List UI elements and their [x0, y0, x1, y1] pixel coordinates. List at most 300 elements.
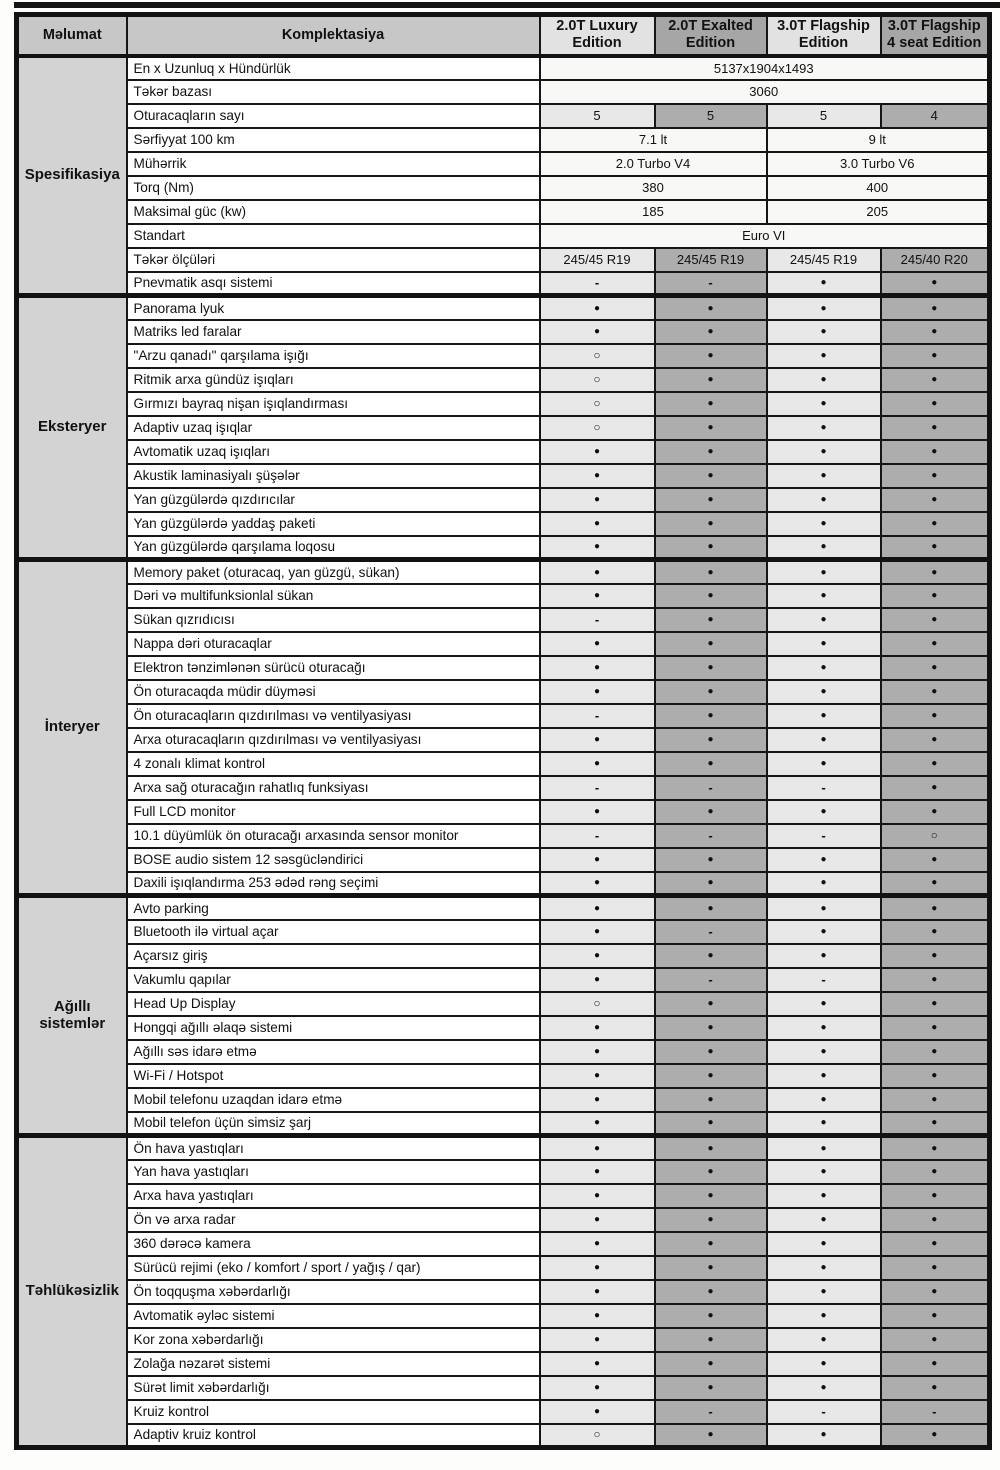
standard-dot-icon: ● — [540, 488, 655, 512]
feature-label: Sürücü rejimi (eko / komfort / sport / yağış / qar) — [127, 1256, 540, 1280]
standard-dot-icon: ● — [655, 728, 767, 752]
feature-label: Pnevmatik asqı sistemi — [127, 272, 540, 296]
standard-dot-icon: ● — [655, 992, 767, 1016]
standard-dot-icon: ● — [767, 1424, 881, 1448]
table-row — [17, 56, 990, 80]
not-available-dash-icon: - — [767, 1400, 881, 1424]
standard-dot-icon: ● — [540, 1328, 655, 1352]
table-row — [17, 248, 990, 272]
table-row — [17, 272, 990, 296]
standard-dot-icon: ● — [655, 752, 767, 776]
table-row — [17, 440, 990, 464]
standard-dot-icon: ● — [655, 560, 767, 584]
feature-label: Daxili işıqlandırma 253 ədəd rəng seçimi — [127, 872, 540, 896]
header-edition-flagship: 3.0T Flagship Edition — [767, 15, 881, 56]
section-label: İnteryer — [17, 560, 127, 896]
table-row — [17, 800, 990, 824]
table-row — [17, 488, 990, 512]
table-row — [17, 1280, 990, 1304]
standard-dot-icon: ● — [655, 296, 767, 320]
standard-dot-icon: ● — [540, 752, 655, 776]
feature-label: Kruiz kontrol — [127, 1400, 540, 1424]
standard-dot-icon: ● — [540, 512, 655, 536]
standard-dot-icon: ● — [540, 1160, 655, 1184]
standard-dot-icon: ● — [540, 872, 655, 896]
standard-dot-icon: ● — [881, 1208, 990, 1232]
value-cell: 400 — [767, 176, 990, 200]
standard-dot-icon: ● — [767, 296, 881, 320]
standard-dot-icon: ● — [655, 464, 767, 488]
table-row — [17, 128, 990, 152]
value-cell: 9 lt — [767, 128, 990, 152]
feature-label: Ritmik arxa gündüz işıqları — [127, 368, 540, 392]
standard-dot-icon: ● — [881, 1112, 990, 1136]
optional-circle-icon: ○ — [540, 368, 655, 392]
value-cell: 205 — [767, 200, 990, 224]
optional-circle-icon: ○ — [540, 344, 655, 368]
standard-dot-icon: ● — [655, 536, 767, 560]
standard-dot-icon: ● — [767, 944, 881, 968]
standard-dot-icon: ● — [655, 320, 767, 344]
not-available-dash-icon: - — [540, 704, 655, 728]
standard-dot-icon: ● — [655, 1376, 767, 1400]
header-row — [17, 15, 990, 56]
standard-dot-icon: ● — [655, 1112, 767, 1136]
value-cell: 5137x1904x1493 — [540, 56, 990, 80]
table-row — [17, 224, 990, 248]
standard-dot-icon: ● — [540, 944, 655, 968]
feature-label: Mühərrik — [127, 152, 540, 176]
standard-dot-icon: ● — [540, 560, 655, 584]
standard-dot-icon: ● — [881, 368, 990, 392]
standard-dot-icon: ● — [881, 992, 990, 1016]
standard-dot-icon: ● — [767, 536, 881, 560]
standard-dot-icon: ● — [767, 1232, 881, 1256]
spec-table-body — [17, 15, 990, 1448]
standard-dot-icon: ● — [655, 584, 767, 608]
optional-circle-icon: ○ — [540, 416, 655, 440]
standard-dot-icon: ● — [767, 1136, 881, 1160]
standard-dot-icon: ● — [881, 512, 990, 536]
feature-label: Dəri və multifunksionlal sükan — [127, 584, 540, 608]
standard-dot-icon: ● — [540, 1352, 655, 1376]
not-available-dash-icon: - — [655, 824, 767, 848]
feature-label: Adaptiv uzaq işıqlar — [127, 416, 540, 440]
feature-label: Arxa oturacaqların qızdırılması və ventilyasiyası — [127, 728, 540, 752]
feature-label: Elektron tənzimlənən sürücü oturacağı — [127, 656, 540, 680]
standard-dot-icon: ● — [655, 1160, 767, 1184]
standard-dot-icon: ● — [881, 728, 990, 752]
feature-label: Təkər ölçüləri — [127, 248, 540, 272]
standard-dot-icon: ● — [767, 560, 881, 584]
standard-dot-icon: ● — [655, 848, 767, 872]
value-cell: 5 — [767, 104, 881, 128]
standard-dot-icon: ● — [540, 1184, 655, 1208]
standard-dot-icon: ● — [655, 392, 767, 416]
not-available-dash-icon: - — [767, 776, 881, 800]
standard-dot-icon: ● — [540, 1112, 655, 1136]
standard-dot-icon: ● — [767, 1088, 881, 1112]
optional-circle-icon: ○ — [881, 824, 990, 848]
standard-dot-icon: ● — [767, 440, 881, 464]
standard-dot-icon: ● — [881, 1328, 990, 1352]
table-row — [17, 416, 990, 440]
standard-dot-icon: ● — [540, 848, 655, 872]
standard-dot-icon: ● — [655, 1136, 767, 1160]
not-available-dash-icon: - — [767, 968, 881, 992]
standard-dot-icon: ● — [881, 1064, 990, 1088]
standard-dot-icon: ● — [655, 1232, 767, 1256]
feature-label: Bluetooth ilə virtual açar — [127, 920, 540, 944]
standard-dot-icon: ● — [540, 728, 655, 752]
standard-dot-icon: ● — [881, 344, 990, 368]
standard-dot-icon: ● — [881, 416, 990, 440]
standard-dot-icon: ● — [881, 392, 990, 416]
table-row — [17, 872, 990, 896]
feature-label: 360 dərəcə kamera — [127, 1232, 540, 1256]
standard-dot-icon: ● — [767, 488, 881, 512]
feature-label: Ön və arxa radar — [127, 1208, 540, 1232]
table-row — [17, 536, 990, 560]
feature-label: Yan hava yastıqları — [127, 1160, 540, 1184]
table-row — [17, 704, 990, 728]
table-row — [17, 80, 990, 104]
table-row — [17, 896, 990, 920]
standard-dot-icon: ● — [767, 608, 881, 632]
standard-dot-icon: ● — [881, 1352, 990, 1376]
feature-label: Matriks led faralar — [127, 320, 540, 344]
standard-dot-icon: ● — [655, 488, 767, 512]
feature-label: Yan güzgülərdə yaddaş paketi — [127, 512, 540, 536]
standard-dot-icon: ● — [767, 1376, 881, 1400]
value-cell: 245/45 R19 — [767, 248, 881, 272]
feature-label: Sükan qızrıdıcısı — [127, 608, 540, 632]
standard-dot-icon: ● — [540, 440, 655, 464]
standard-dot-icon: ● — [881, 440, 990, 464]
standard-dot-icon: ● — [655, 344, 767, 368]
table-row — [17, 1136, 990, 1160]
table-row — [17, 1352, 990, 1376]
table-row — [17, 464, 990, 488]
feature-label: Avtomatik əyləc sistemi — [127, 1304, 540, 1328]
table-row — [17, 944, 990, 968]
standard-dot-icon: ● — [881, 488, 990, 512]
table-row — [17, 1232, 990, 1256]
section-label: Ağıllı sistemlər — [17, 896, 127, 1136]
standard-dot-icon: ● — [655, 440, 767, 464]
feature-label: Vakumlu qapılar — [127, 968, 540, 992]
value-cell: Euro VI — [540, 224, 990, 248]
standard-dot-icon: ● — [881, 800, 990, 824]
table-row — [17, 1184, 990, 1208]
standard-dot-icon: ● — [881, 896, 990, 920]
table-row — [17, 1256, 990, 1280]
feature-label: Ağıllı səs idarə etmə — [127, 1040, 540, 1064]
header-edition-luxury: 2.0T Luxury Edition — [540, 15, 655, 56]
standard-dot-icon: ● — [540, 296, 655, 320]
value-cell: 4 — [881, 104, 990, 128]
standard-dot-icon: ● — [767, 728, 881, 752]
standard-dot-icon: ● — [655, 1184, 767, 1208]
feature-label: Sərfiyyat 100 km — [127, 128, 540, 152]
feature-label: Hongqi ağıllı əlaqə sistemi — [127, 1016, 540, 1040]
standard-dot-icon: ● — [655, 944, 767, 968]
standard-dot-icon: ● — [881, 632, 990, 656]
table-row — [17, 848, 990, 872]
standard-dot-icon: ● — [767, 368, 881, 392]
feature-label: Adaptiv kruiz kontrol — [127, 1424, 540, 1448]
standard-dot-icon: ● — [655, 416, 767, 440]
standard-dot-icon: ● — [540, 632, 655, 656]
not-available-dash-icon: - — [655, 968, 767, 992]
feature-label: Yan güzgülərdə qızdırıcılar — [127, 488, 540, 512]
value-cell: 7.1 lt — [540, 128, 767, 152]
standard-dot-icon: ● — [655, 800, 767, 824]
standard-dot-icon: ● — [881, 608, 990, 632]
standard-dot-icon: ● — [881, 1040, 990, 1064]
standard-dot-icon: ● — [540, 464, 655, 488]
standard-dot-icon: ● — [540, 1376, 655, 1400]
feature-label: Ön oturacaqların qızdırılması və ventilyasiyası — [127, 704, 540, 728]
standard-dot-icon: ● — [881, 464, 990, 488]
section-label: Spesifikasiya — [17, 56, 127, 296]
standard-dot-icon: ● — [881, 1232, 990, 1256]
feature-label: Yan güzgülərdə qarşılama loqosu — [127, 536, 540, 560]
standard-dot-icon: ● — [655, 1328, 767, 1352]
table-row — [17, 1328, 990, 1352]
table-row — [17, 296, 990, 320]
not-available-dash-icon: - — [655, 272, 767, 296]
feature-label: Standart — [127, 224, 540, 248]
standard-dot-icon: ● — [655, 1088, 767, 1112]
header-edition-flagship4seat: 3.0T Flagship 4 seat Edition — [881, 15, 990, 56]
standard-dot-icon: ● — [881, 1424, 990, 1448]
standard-dot-icon: ● — [881, 296, 990, 320]
feature-label: Ön hava yastıqları — [127, 1136, 540, 1160]
feature-label: Head Up Display — [127, 992, 540, 1016]
table-row — [17, 152, 990, 176]
table-row — [17, 200, 990, 224]
standard-dot-icon: ● — [881, 1184, 990, 1208]
standard-dot-icon: ● — [767, 632, 881, 656]
table-row — [17, 104, 990, 128]
feature-label: Avto parking — [127, 896, 540, 920]
standard-dot-icon: ● — [655, 512, 767, 536]
standard-dot-icon: ● — [540, 584, 655, 608]
feature-label: Təkər bazası — [127, 80, 540, 104]
standard-dot-icon: ● — [767, 1328, 881, 1352]
not-available-dash-icon: - — [881, 1400, 990, 1424]
standard-dot-icon: ● — [540, 896, 655, 920]
standard-dot-icon: ● — [655, 1016, 767, 1040]
table-row — [17, 560, 990, 584]
standard-dot-icon: ● — [767, 464, 881, 488]
standard-dot-icon: ● — [540, 320, 655, 344]
feature-label: Mobil telefon üçün simsiz şarj — [127, 1112, 540, 1136]
feature-label: Panorama lyuk — [127, 296, 540, 320]
table-row — [17, 1064, 990, 1088]
standard-dot-icon: ● — [767, 992, 881, 1016]
standard-dot-icon: ● — [655, 1352, 767, 1376]
standard-dot-icon: ● — [767, 1160, 881, 1184]
table-row — [17, 1208, 990, 1232]
feature-label: Oturacaqların sayı — [127, 104, 540, 128]
table-row — [17, 1304, 990, 1328]
table-row — [17, 584, 990, 608]
standard-dot-icon: ● — [767, 800, 881, 824]
table-row — [17, 920, 990, 944]
not-available-dash-icon: - — [540, 824, 655, 848]
standard-dot-icon: ● — [655, 1304, 767, 1328]
standard-dot-icon: ● — [881, 536, 990, 560]
standard-dot-icon: ● — [767, 272, 881, 296]
header-info-column: Məlumat — [17, 15, 127, 56]
standard-dot-icon: ● — [881, 1280, 990, 1304]
standard-dot-icon: ● — [767, 416, 881, 440]
feature-label: Arxa sağ oturacağın rahatlıq funksiyası — [127, 776, 540, 800]
standard-dot-icon: ● — [540, 1064, 655, 1088]
value-cell: 3.0 Turbo V6 — [767, 152, 990, 176]
standard-dot-icon: ● — [881, 560, 990, 584]
standard-dot-icon: ● — [767, 1040, 881, 1064]
standard-dot-icon: ● — [655, 1064, 767, 1088]
standard-dot-icon: ● — [881, 704, 990, 728]
table-row — [17, 1376, 990, 1400]
table-row — [17, 776, 990, 800]
standard-dot-icon: ● — [881, 584, 990, 608]
feature-label: Mobil telefonu uzaqdan idarə etmə — [127, 1088, 540, 1112]
standard-dot-icon: ● — [767, 1280, 881, 1304]
feature-label: Maksimal güc (kw) — [127, 200, 540, 224]
spec-sheet-page — [14, 12, 987, 1450]
feature-label: 10.1 düyümlük ön oturacağı arxasında sensor monitor — [127, 824, 540, 848]
optional-circle-icon: ○ — [540, 992, 655, 1016]
feature-label: Sürət limit xəbərdarlığı — [127, 1376, 540, 1400]
standard-dot-icon: ● — [767, 1016, 881, 1040]
standard-dot-icon: ● — [655, 368, 767, 392]
feature-label: En x Uzunluq x Hündürlük — [127, 56, 540, 80]
feature-label: Açarsız giriş — [127, 944, 540, 968]
table-row — [17, 1400, 990, 1424]
standard-dot-icon: ● — [655, 1424, 767, 1448]
not-available-dash-icon: - — [655, 1400, 767, 1424]
standard-dot-icon: ● — [655, 872, 767, 896]
standard-dot-icon: ● — [881, 1016, 990, 1040]
standard-dot-icon: ● — [540, 1208, 655, 1232]
table-row — [17, 632, 990, 656]
section-label: Eksteryer — [17, 296, 127, 560]
standard-dot-icon: ● — [767, 896, 881, 920]
standard-dot-icon: ● — [767, 920, 881, 944]
standard-dot-icon: ● — [767, 680, 881, 704]
standard-dot-icon: ● — [655, 1280, 767, 1304]
standard-dot-icon: ● — [767, 512, 881, 536]
scan-edge-artifact — [14, 2, 1000, 8]
table-row — [17, 1424, 990, 1448]
standard-dot-icon: ● — [767, 584, 881, 608]
standard-dot-icon: ● — [881, 680, 990, 704]
standard-dot-icon: ● — [655, 1256, 767, 1280]
standard-dot-icon: ● — [655, 608, 767, 632]
standard-dot-icon: ● — [540, 920, 655, 944]
standard-dot-icon: ● — [655, 896, 767, 920]
standard-dot-icon: ● — [540, 1304, 655, 1328]
standard-dot-icon: ● — [540, 968, 655, 992]
value-cell: 245/45 R19 — [540, 248, 655, 272]
table-row — [17, 320, 990, 344]
table-row — [17, 728, 990, 752]
feature-label: 4 zonalı klimat kontrol — [127, 752, 540, 776]
standard-dot-icon: ● — [540, 1400, 655, 1424]
standard-dot-icon: ● — [881, 848, 990, 872]
standard-dot-icon: ● — [881, 1136, 990, 1160]
standard-dot-icon: ● — [540, 680, 655, 704]
not-available-dash-icon: - — [540, 608, 655, 632]
standard-dot-icon: ● — [767, 1184, 881, 1208]
table-row — [17, 176, 990, 200]
standard-dot-icon: ● — [881, 920, 990, 944]
standard-dot-icon: ● — [655, 704, 767, 728]
standard-dot-icon: ● — [540, 1232, 655, 1256]
standard-dot-icon: ● — [767, 848, 881, 872]
optional-circle-icon: ○ — [540, 1424, 655, 1448]
table-row — [17, 824, 990, 848]
standard-dot-icon: ● — [540, 1040, 655, 1064]
standard-dot-icon: ● — [767, 1208, 881, 1232]
standard-dot-icon: ● — [540, 536, 655, 560]
value-cell: 245/40 R20 — [881, 248, 990, 272]
value-cell: 5 — [655, 104, 767, 128]
table-row — [17, 992, 990, 1016]
table-row — [17, 512, 990, 536]
feature-label: Gırmızı bayraq nişan işıqlandırması — [127, 392, 540, 416]
standard-dot-icon: ● — [881, 272, 990, 296]
standard-dot-icon: ● — [540, 1016, 655, 1040]
standard-dot-icon: ● — [881, 752, 990, 776]
spec-comparison-table — [14, 12, 992, 1450]
not-available-dash-icon: - — [655, 776, 767, 800]
standard-dot-icon: ● — [881, 1304, 990, 1328]
standard-dot-icon: ● — [655, 656, 767, 680]
table-row — [17, 368, 990, 392]
standard-dot-icon: ● — [655, 1208, 767, 1232]
value-cell: 3060 — [540, 80, 990, 104]
standard-dot-icon: ● — [767, 704, 881, 728]
value-cell: 5 — [540, 104, 655, 128]
header-edition-exalted: 2.0T Exalted Edition — [655, 15, 767, 56]
section-label: Təhlükəsizlik — [17, 1136, 127, 1448]
standard-dot-icon: ● — [540, 1280, 655, 1304]
feature-label: BOSE audio sistem 12 səsgücləndirici — [127, 848, 540, 872]
not-available-dash-icon: - — [540, 272, 655, 296]
value-cell: 245/45 R19 — [655, 248, 767, 272]
header-config-column: Komplektasiya — [127, 15, 540, 56]
feature-label: Torq (Nm) — [127, 176, 540, 200]
not-available-dash-icon: - — [540, 776, 655, 800]
standard-dot-icon: ● — [881, 1088, 990, 1112]
standard-dot-icon: ● — [767, 656, 881, 680]
feature-label: Wi-Fi / Hotspot — [127, 1064, 540, 1088]
feature-label: Kor zona xəbərdarlığı — [127, 1328, 540, 1352]
standard-dot-icon: ● — [767, 1304, 881, 1328]
standard-dot-icon: ● — [881, 776, 990, 800]
standard-dot-icon: ● — [540, 1136, 655, 1160]
feature-label: "Arzu qanadı" qarşılama işığı — [127, 344, 540, 368]
table-row — [17, 1112, 990, 1136]
table-row — [17, 608, 990, 632]
table-row — [17, 752, 990, 776]
standard-dot-icon: ● — [767, 1256, 881, 1280]
